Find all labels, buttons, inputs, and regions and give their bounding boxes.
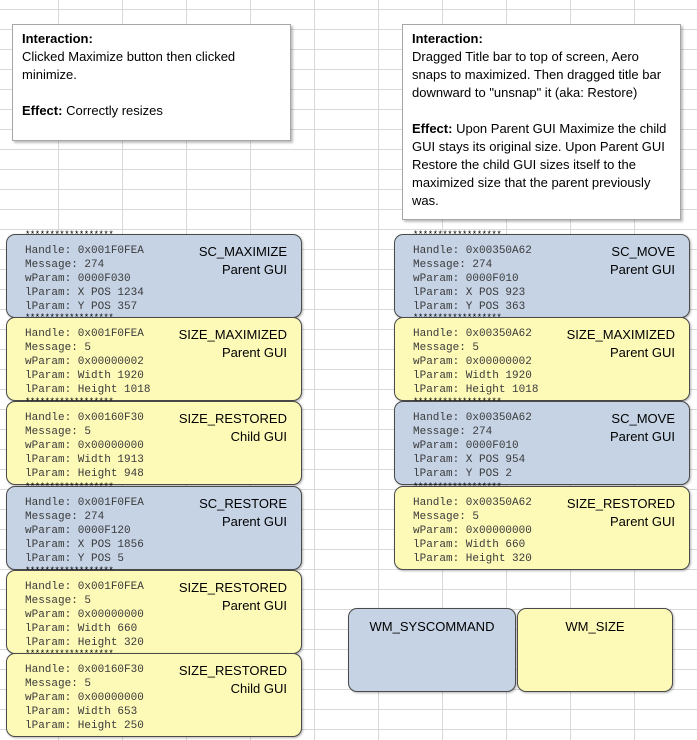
message-type: SC_MAXIMIZE [198,244,287,259]
message-line: lParam: Y POS 5 [25,553,125,565]
message-type: SIZE_RESTORED [178,663,287,678]
message-line: Message: 274 [413,426,493,438]
message-type: SC_MOVE [611,244,675,259]
asterisk-separator: ****************** [413,230,502,240]
message-box [6,230,302,318]
message-type: SIZE_RESTORED [566,496,675,511]
message-details [25,496,144,566]
message-line: Handle: 0x00160F30 [25,664,144,676]
message-target: Parent GUI [609,262,675,277]
message-details [25,327,150,397]
message-title [567,326,675,362]
message-details [25,663,144,733]
message-line: lParam: Height 1018 [413,384,539,396]
message-type: SIZE_RESTORED [178,580,287,595]
note-interaction-label: Interaction: [22,31,93,46]
message-box [6,482,302,570]
message-details [413,327,538,397]
message-title [567,495,675,531]
message-box [6,397,302,485]
message-line: lParam: Y POS 363 [413,301,526,313]
note-effect-text: Upon Parent GUI Maximize the child GUI stays its original size. Upon Parent GUI Restore the child GUI sizes itself to the maximized size that the parent previously was. [412,121,667,208]
asterisk-separator: ****************** [25,230,114,240]
message-line: lParam: Width 660 [25,623,138,635]
note-right [402,24,681,220]
message-type: SC_MOVE [611,411,675,426]
message-line: Message: 5 [413,342,480,354]
message-line: Handle: 0x00350A62 [413,328,532,340]
message-line: Message: 5 [413,511,480,523]
message-box [394,397,690,485]
message-line: lParam: Height 1018 [25,384,151,396]
note-effect-label: Effect: [22,103,63,118]
message-line: lParam: Width 1913 [25,454,144,466]
message-line: wParam: 0x00000000 [25,692,144,704]
message-target: Child GUI [230,681,287,696]
note-effect-text: Correctly resizes [66,103,163,118]
asterisk-separator: ****************** [25,482,114,492]
message-line: wParam: 0000F120 [25,525,131,537]
message-line: lParam: Width 1920 [413,370,532,382]
note-interaction-label: Interaction: [412,31,483,46]
asterisk-separator: ****************** [25,649,114,659]
message-type: SIZE_MAXIMIZED [566,327,675,342]
note-left [12,24,291,141]
message-target: Parent GUI [221,598,287,613]
asterisk-separator: ****************** [25,397,114,407]
message-target: Child GUI [230,429,287,444]
message-line: lParam: X POS 1234 [25,287,144,299]
message-details [25,580,144,650]
message-line: Handle: 0x001F0FEA [25,245,144,257]
message-line: Handle: 0x00160F30 [25,412,144,424]
message-details [413,496,532,566]
message-box [394,313,690,401]
message-target: Parent GUI [609,429,675,444]
message-title [179,579,287,615]
message-title [179,662,287,698]
legend-wm-size [517,608,673,692]
message-target: Parent GUI [221,345,287,360]
message-title [199,495,287,531]
message-details [413,411,532,481]
message-title [179,410,287,446]
message-line: lParam: Y POS 2 [413,468,513,480]
message-line: wParam: 0x00000002 [25,356,144,368]
message-line: wParam: 0000F030 [25,273,131,285]
note-interaction-text: Clicked Maximize button then clicked minimize. [22,49,236,82]
message-line: Message: 274 [25,259,105,271]
asterisk-separator: ****************** [25,566,114,576]
message-line: Message: 274 [25,511,105,523]
message-target: Parent GUI [221,262,287,277]
message-details [413,244,532,314]
message-type: SC_RESTORE [199,496,287,511]
message-line: wParam: 0x00000000 [25,609,144,621]
message-line: Handle: 0x00350A62 [413,497,532,509]
message-line: Message: 5 [25,426,92,438]
message-line: lParam: Width 1920 [25,370,144,382]
message-type: SIZE_MAXIMIZED [178,327,287,342]
message-target: Parent GUI [609,514,675,529]
note-effect-label: Effect: [412,121,453,136]
message-line: wParam: 0000F010 [413,440,519,452]
asterisk-separator: ****************** [25,313,114,323]
message-line: lParam: Y POS 357 [25,301,138,313]
message-line: lParam: X POS 1856 [25,539,144,551]
legend-wm-syscommand [348,608,516,692]
message-line: Handle: 0x001F0FEA [25,581,144,593]
message-line: wParam: 0000F010 [413,273,519,285]
message-line: lParam: Width 660 [413,539,526,551]
message-line: Message: 5 [25,595,92,607]
message-line: Message: 5 [25,678,92,690]
message-line: lParam: Height 948 [25,468,144,480]
message-title [610,410,675,446]
message-line: Handle: 0x00350A62 [413,412,532,424]
asterisk-separator: ****************** [413,482,502,492]
note-interaction-text: Dragged Title bar to top of screen, Aero snaps to maximized. Then dragged title bar downward to "unsnap" it (aka: Restore) [412,49,662,100]
legend-wm-syscommand-label: WM_SYSCOMMAND [369,619,495,634]
message-line: lParam: Height 320 [413,553,532,565]
message-line: lParam: X POS 923 [413,287,526,299]
message-target: Parent GUI [221,514,287,529]
asterisk-separator: ****************** [413,397,502,407]
message-title [179,326,287,362]
message-box [6,566,302,654]
message-line: lParam: Height 250 [25,720,144,732]
message-line: Message: 5 [25,342,92,354]
message-type: SIZE_RESTORED [178,411,287,426]
message-line: Handle: 0x001F0FEA [25,328,144,340]
message-line: wParam: 0x00000000 [413,525,532,537]
message-line: Handle: 0x00350A62 [413,245,532,257]
message-line: wParam: 0x00000002 [413,356,532,368]
message-box [6,313,302,401]
legend-wm-size-label: WM_SIZE [565,619,625,634]
message-box [394,482,690,570]
message-title [610,243,675,279]
message-box [394,230,690,318]
message-details [25,411,144,481]
message-line: Handle: 0x001F0FEA [25,497,144,509]
message-line: wParam: 0x00000000 [25,440,144,452]
asterisk-separator: ****************** [413,313,502,323]
message-line: Message: 274 [413,259,493,271]
message-target: Parent GUI [609,345,675,360]
message-title [199,243,287,279]
message-line: lParam: Height 320 [25,637,144,649]
message-line: lParam: Width 653 [25,706,138,718]
message-line: lParam: X POS 954 [413,454,526,466]
message-details [25,244,144,314]
message-box [6,649,302,737]
